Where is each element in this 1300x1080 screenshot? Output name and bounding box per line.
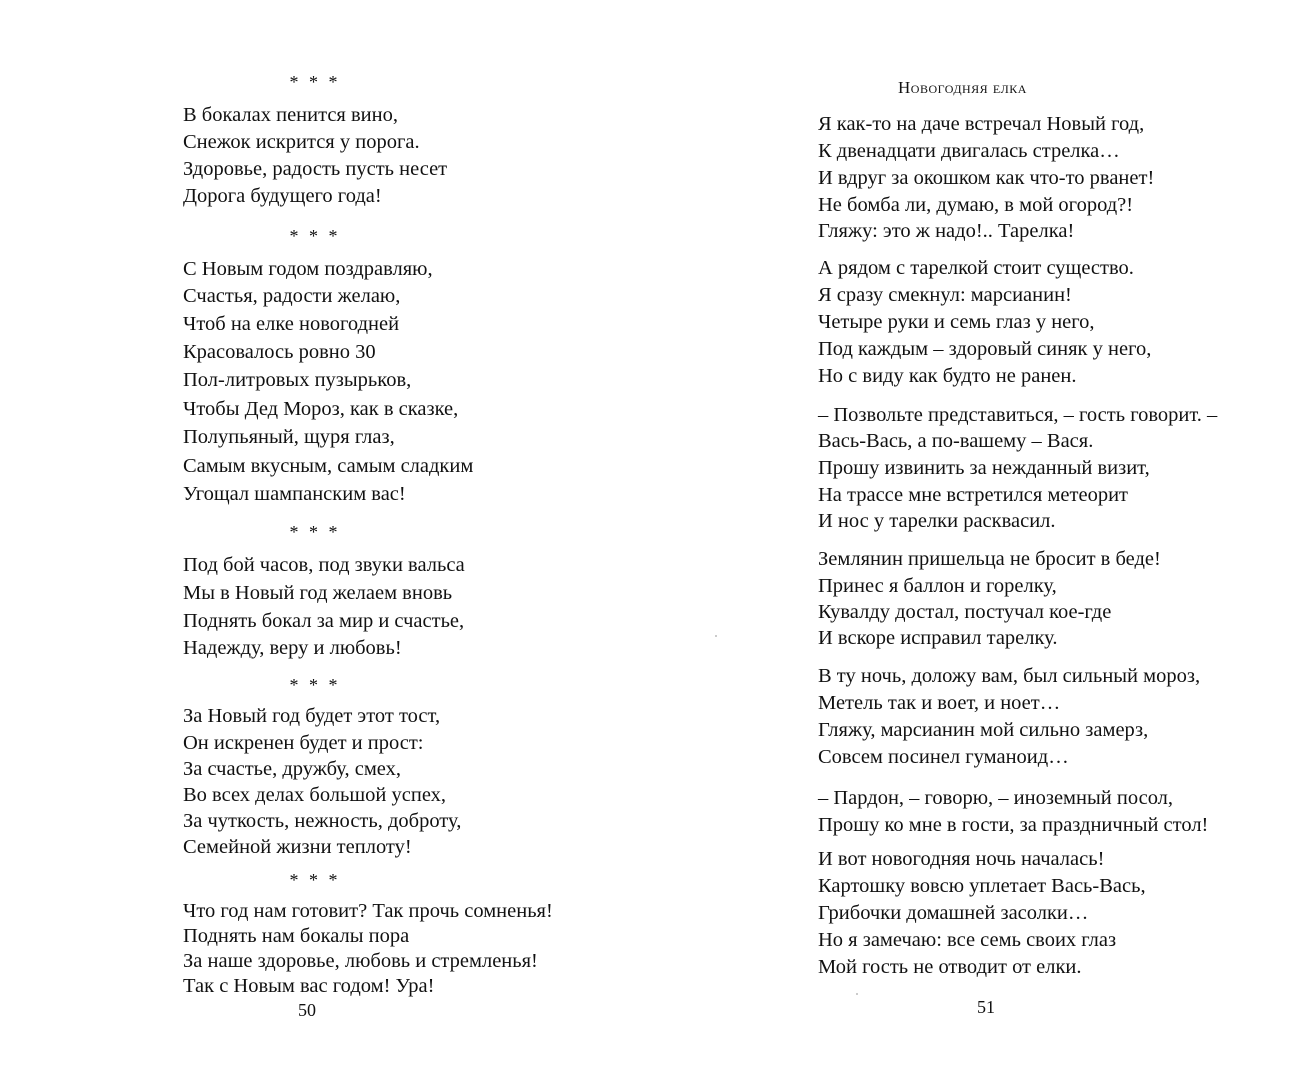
poem-line: Пол-литровых пузырьков, (183, 369, 412, 391)
page-number: 51 (977, 997, 995, 1017)
stanza-divider: * * * (289, 72, 341, 92)
poem-line: И вдруг за окошком как что-то рванет! (818, 167, 1155, 189)
poem-line: Кувалду достал, постучал кое-где (818, 601, 1112, 623)
poem-line: Но с виду как будто не ранен. (818, 365, 1077, 387)
poem-line: К двенадцати двигалась стрелка… (818, 140, 1120, 162)
poem-line: За чуткость, нежность, доброту, (183, 810, 462, 832)
poem-line: Гляжу, марсианин мой сильно замерз, (818, 719, 1149, 741)
poem-line: Чтоб на елке новогодней (183, 313, 400, 335)
poem-line: Совсем посинел гуманоид… (818, 746, 1069, 768)
poem-line: Снежок искрится у порога. (183, 131, 420, 153)
poem-line: Самым вкусным, самым сладким (183, 455, 474, 477)
poem-line: Прошу ко мне в гости, за праздничный стол! (818, 814, 1209, 836)
stanza-divider: * * * (289, 675, 341, 695)
poem-line: Что год нам готовит? Так прочь сомненья! (183, 900, 553, 922)
stanza-divider: * * * (289, 226, 341, 246)
poem-line: На трассе мне встретился метеорит (818, 484, 1129, 506)
scan-speck (715, 635, 717, 637)
poem-line: Семейной жизни теплоту! (183, 836, 412, 858)
poem-line: Я сразу смекнул: марсианин! (818, 284, 1072, 306)
page-number: 50 (298, 1000, 316, 1020)
poem-line: В бокалах пенится вино, (183, 104, 398, 126)
poem-line: Гляжу: это ж надо!.. Тарелка! (818, 220, 1075, 242)
poem-line: Поднять нам бокалы пора (183, 925, 410, 947)
poem-line: За Новый год будет этот тост, (183, 705, 441, 727)
stanza-divider: * * * (289, 870, 341, 890)
poem-line: Красовалось ровно 30 (183, 341, 376, 363)
poem-line: Во всех делах большой успех, (183, 784, 447, 806)
poem-line: Но я замечаю: все семь своих глаз (818, 929, 1117, 951)
poem-line: Под бой часов, под звуки вальса (183, 554, 465, 576)
poem-line: Он искренен будет и прост: (183, 732, 424, 754)
poem-line: И вскоре исправил тарелку. (818, 627, 1058, 649)
poem-line: Принес я баллон и горелку, (818, 575, 1057, 597)
poem-line: – Пардон, – говорю, – иноземный посол, (818, 787, 1174, 809)
scan-speck (856, 993, 858, 995)
poem-line: Четыре руки и семь глаз у него, (818, 311, 1095, 333)
poem-line: Дорога будущего года! (183, 185, 382, 207)
poem-line: Надежду, веру и любовь! (183, 637, 402, 659)
poem-line: Поднять бокал за мир и счастье, (183, 610, 465, 632)
poem-line: Мой гость не отводит от елки. (818, 956, 1082, 978)
poem-line: А рядом с тарелкой стоит существо. (818, 257, 1134, 279)
poem-line: Мы в Новый год желаем вновь (183, 582, 453, 604)
poem-line: Так с Новым вас годом! Ура! (183, 975, 435, 997)
poem-line: За наше здоровье, любовь и стремленья! (183, 950, 538, 972)
stanza-divider: * * * (289, 522, 341, 542)
poem-line: Не бомба ли, думаю, в мой огород?! (818, 194, 1134, 216)
poem-line: За счастье, дружбу, смех, (183, 758, 402, 780)
poem-line: Я как-то на даче встречал Новый год, (818, 113, 1145, 135)
poem-line: – Позвольте представиться, – гость говорит. – (818, 404, 1218, 426)
poem-line: Прошу извинить за нежданный визит, (818, 457, 1150, 479)
poem-line: Картошку вовсю уплетает Вась-Вась, (818, 875, 1146, 897)
poem-line: Вась-Вась, а по-вашему – Вася. (818, 430, 1094, 452)
poem-line: Здоровье, радость пусть несет (183, 158, 448, 180)
poem-line: Чтобы Дед Мороз, как в сказке, (183, 398, 459, 420)
poem-line: Счастья, радости желаю, (183, 285, 401, 307)
poem-line: Землянин пришельца не бросит в беде! (818, 548, 1161, 570)
poem-line: Под каждым – здоровый синяк у него, (818, 338, 1152, 360)
poem-line: И вот новогодняя ночь началась! (818, 848, 1105, 870)
poem-line: И нос у тарелки расквасил. (818, 510, 1056, 532)
poem-title: Новогодняя елка (898, 78, 1027, 97)
poem-line: Угощал шампанским вас! (183, 483, 406, 505)
poem-line: Грибочки домашней засолки… (818, 902, 1089, 924)
poem-line: С Новым годом поздравляю, (183, 258, 433, 280)
poem-line: Метель так и воет, и ноет… (818, 692, 1061, 714)
poem-line: Полупьяный, щуря глаз, (183, 426, 395, 448)
poem-line: В ту ночь, доложу вам, был сильный мороз, (818, 665, 1201, 687)
